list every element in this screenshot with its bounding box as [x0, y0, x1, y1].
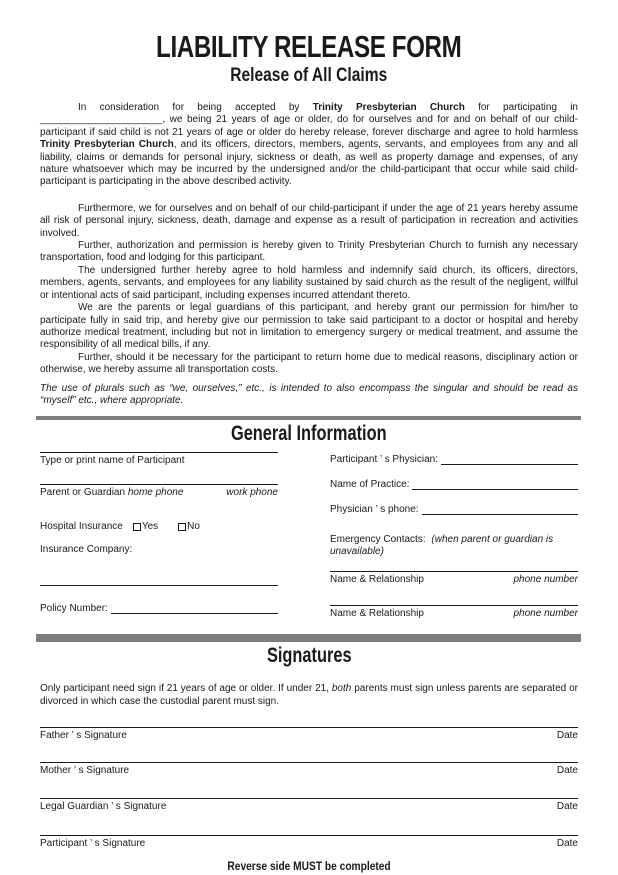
date-label: Date	[556, 801, 578, 813]
physician-phone-field	[330, 504, 578, 516]
liability-release-form-page	[0, 29, 618, 874]
date-label: Date	[556, 730, 578, 742]
checkbox-icon[interactable]	[133, 523, 141, 531]
physician-phone-line[interactable]	[422, 505, 578, 515]
contact-phone-number-label: phone number	[513, 574, 578, 586]
reverse-side-note: Reverse side MUST be completed	[227, 859, 391, 874]
contact-phone-number-label: phone number	[513, 608, 578, 620]
mother-signature-label: Mother ’ s Signature	[40, 765, 130, 777]
participant-physician-label: Participant ’ s Physician:	[330, 454, 439, 466]
intro-paragraph-2: Furthermore, we for ourselves and on behalf of our child-participant if under the age of 21 years hereby assume all risk of personal injury, sickness, death, damage and expense as a result of participation in recreation and activities involved.	[40, 202, 578, 239]
emergency-contact-line[interactable]	[330, 605, 578, 606]
father-signature-row[interactable]	[40, 727, 578, 742]
signatures-instructions: Only participant need sign if 21 years of age or older. If under 21, both parents must sign unless parents are separated or divorced in which case the custodial parent must sign.	[40, 683, 578, 707]
participant-physician-line[interactable]	[441, 455, 578, 465]
parent-guardian-phone-line[interactable]	[40, 484, 278, 485]
emergency-contact-row[interactable]	[330, 571, 578, 586]
signature-rows	[40, 727, 578, 850]
father-signature-label: Father ’ s Signature	[40, 730, 127, 742]
emergency-contacts-note: (when parent or guardian is unavailable)	[330, 534, 554, 558]
name-of-practice-line[interactable]	[412, 480, 578, 490]
work-phone-label: work phone	[226, 487, 278, 499]
release-terms-section	[40, 102, 578, 407]
contact-name-relationship-label: Name & Relationship	[330, 574, 424, 586]
emergency-contacts-header	[330, 534, 578, 558]
participant-signature-row[interactable]	[40, 835, 578, 850]
contact-name-relationship-label: Name & Relationship	[330, 608, 424, 620]
hospital-insurance-no-checkbox[interactable]	[178, 521, 200, 533]
legal-guardian-signature-row[interactable]	[40, 798, 578, 813]
emergency-contact-line[interactable]	[330, 571, 578, 572]
signatures-divider	[36, 634, 581, 642]
participant-signature-label: Participant ’ s Signature	[40, 838, 146, 850]
intro-paragraph-1: In consideration for being accepted by Trinity Presbyterian Church for participating in ______________________, we being 21 years of age or older, do for ourselves and for and on behalf of our child-participant if said child is not 21 years of age or older do hereby release, forever discharge and agree to hold harmless Trinity Presbyterian Church, and its officers, directors, members, agents, servants, and employees from any and all liability, claims or demands for personal injury, sickness or death, as well as property damage and expenses, of any nature whatsoever which may be incurred by the undersigned and/or the child-participant that occur while said child-participant is participating in the above described activity.	[40, 102, 578, 188]
plural-usage-note: The use of plurals such as “we, ourselves,” etc., is intended to also encompass the singular and should be read as “myself” etc., where appropriate.	[40, 382, 578, 406]
participant-name-label: Type or print name of Participant	[40, 455, 185, 467]
general-information-heading-block	[0, 423, 618, 445]
general-information-divider	[36, 416, 581, 420]
parent-guardian-home-phone-label: Parent or Guardian home phone	[40, 487, 184, 499]
parent-guardian-phone-field[interactable]	[40, 484, 278, 499]
father-signature-line[interactable]	[40, 727, 578, 728]
subtitle-block	[0, 66, 618, 86]
form-subtitle: Release of All Claims	[230, 65, 388, 86]
hospital-insurance-yes-checkbox[interactable]	[133, 521, 158, 533]
signatures-heading: Signatures	[266, 644, 352, 668]
participant-physician-field	[330, 454, 578, 466]
intro-paragraph-5: We are the parents or legal guardians of this participant, and hereby grant our permission for him/her to participate fully in said trip, and hereby give our permission to take said participant to a doctor or hospital and hereby authorize medical treatment, including but not in limitation to emergency surgery or medical treatment, and assume the responsibility of all medical bills, if any.	[40, 302, 578, 351]
mother-signature-line[interactable]	[40, 762, 578, 763]
legal-guardian-signature-label: Legal Guardian ’ s Signature	[40, 801, 167, 813]
title-block	[0, 31, 618, 62]
policy-number-line[interactable]	[111, 604, 278, 614]
general-information-left-column	[40, 452, 278, 620]
footer-block	[0, 857, 618, 875]
participant-signature-line[interactable]	[40, 835, 578, 836]
insurance-company-field[interactable]	[40, 585, 278, 586]
date-label: Date	[556, 838, 578, 850]
name-of-practice-field	[330, 479, 578, 491]
name-of-practice-label: Name of Practice:	[330, 479, 410, 491]
legal-guardian-signature-line[interactable]	[40, 798, 578, 799]
intro-paragraph-4: The undersigned further hereby agree to hold harmless and indemnify said church, its officers, directors, members, agents, servants, and employees for any liability sustained by said church as the result of the negligent, willful or intentional acts of said participant, including expenses incurred attendant thereto.	[40, 264, 578, 301]
policy-number-label: Policy Number:	[40, 603, 108, 615]
emergency-contact-row[interactable]	[330, 605, 578, 620]
insurance-company-label: Insurance Company:	[40, 544, 133, 556]
form-title: LIABILITY RELEASE FORM	[156, 29, 462, 64]
general-information-section	[40, 452, 578, 620]
signatures-heading-block	[0, 645, 618, 667]
intro-paragraph-6: Further, should it be necessary for the participant to return home due to medical reasons, disciplinary action or otherwise, we hereby assume all transportation costs.	[40, 351, 578, 376]
intro-paragraph-3: Further, authorization and permission is hereby given to Trinity Presbyterian Church to furnish any necessary transportation, food and lodging for this participant.	[40, 240, 578, 264]
participant-name-field[interactable]	[40, 452, 278, 467]
hospital-insurance-field	[40, 521, 278, 533]
no-label: No	[187, 521, 200, 533]
yes-label: Yes	[141, 521, 159, 533]
checkbox-icon[interactable]	[178, 523, 186, 531]
participant-name-line[interactable]	[40, 452, 278, 453]
date-label: Date	[556, 765, 578, 777]
policy-number-field	[40, 603, 278, 615]
emergency-contacts-label: Emergency Contacts:	[330, 534, 426, 546]
general-information-right-column	[330, 452, 578, 620]
mother-signature-row[interactable]	[40, 762, 578, 777]
hospital-insurance-label: Hospital Insurance	[40, 521, 123, 533]
general-information-heading: General Information	[231, 422, 387, 446]
physician-phone-label: Physician ’ s phone:	[330, 504, 419, 516]
